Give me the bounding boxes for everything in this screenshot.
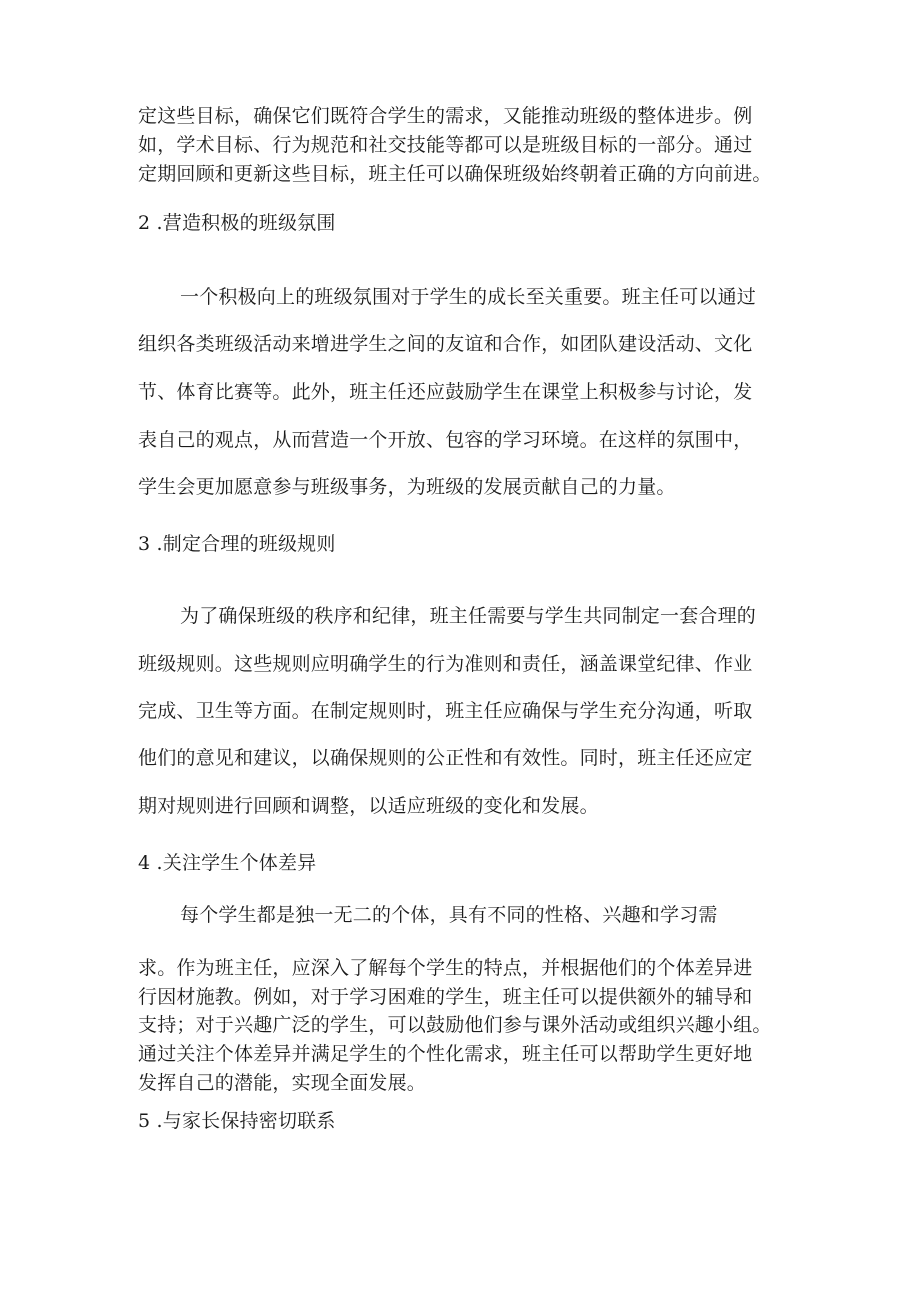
text-line: 表自己的观点，从而营造一个开放、包容的学习环境。在这样的氛围中， [138, 429, 753, 451]
section-heading: 2 .营造积极的班级氛围 [138, 212, 336, 234]
text-line: 定期回顾和更新这些目标，班主任可以确保班级始终朝着正确的方向前进。 [138, 163, 772, 185]
text-line: 一个积极向上的班级氛围对于学生的成长至关重要。班主任可以通过 [180, 286, 757, 308]
text-line: 他们的意见和建议，以确保规则的公正性和有效性。同时，班主任还应定 [138, 747, 753, 769]
text-line: 期对规则进行回顾和调整，以适应班级的变化和发展。 [138, 795, 599, 817]
text-line: 如，学术目标、行为规范和社交技能等都可以是班级目标的一部分。通过 [138, 134, 753, 156]
text-line: 求。作为班主任，应深入了解每个学生的特点，并根据他们的个体差异进 [138, 957, 753, 979]
text-line: 为了确保班级的秩序和纪律，班主任需要与学生共同制定一套合理的 [180, 605, 757, 627]
text-line: 组织各类班级活动来增进学生之间的友谊和合作，如团队建设活动、文化 [138, 333, 753, 355]
text-line: 通过关注个体差异并满足学生的个性化需求，班主任可以帮助学生更好地 [138, 1043, 753, 1065]
text-line: 支持；对于兴趣广泛的学生，可以鼓励他们参与课外活动或组织兴趣小组。 [138, 1014, 772, 1036]
text-line: 行因材施教。例如，对于学习困难的学生，班主任可以提供额外的辅导和 [138, 986, 753, 1008]
section-heading: 5 .与家长保持密切联系 [138, 1110, 336, 1132]
section-heading: 3 .制定合理的班级规则 [138, 533, 336, 555]
text-line: 定这些目标，确保它们既符合学生的需求，又能推动班级的整体进步。例 [138, 105, 753, 127]
text-line: 完成、卫生等方面。在制定规则时，班主任应确保与学生充分沟通，听取 [138, 700, 753, 722]
text-line: 学生会更加愿意参与班级事务，为班级的发展贡献自己的力量。 [138, 476, 676, 498]
text-line: 每个学生都是独一无二的个体，具有不同的性格、兴趣和学习需 [180, 904, 718, 926]
text-line: 节、体育比赛等。此外，班主任还应鼓励学生在课堂上积极参与讨论，发 [138, 381, 753, 403]
section-heading: 4 .关注学生个体差异 [138, 852, 317, 874]
text-line: 发挥自己的潜能，实现全面发展。 [138, 1072, 427, 1094]
text-line: 班级规则。这些规则应明确学生的行为准则和责任，涵盖课堂纪律、作业 [138, 653, 753, 675]
